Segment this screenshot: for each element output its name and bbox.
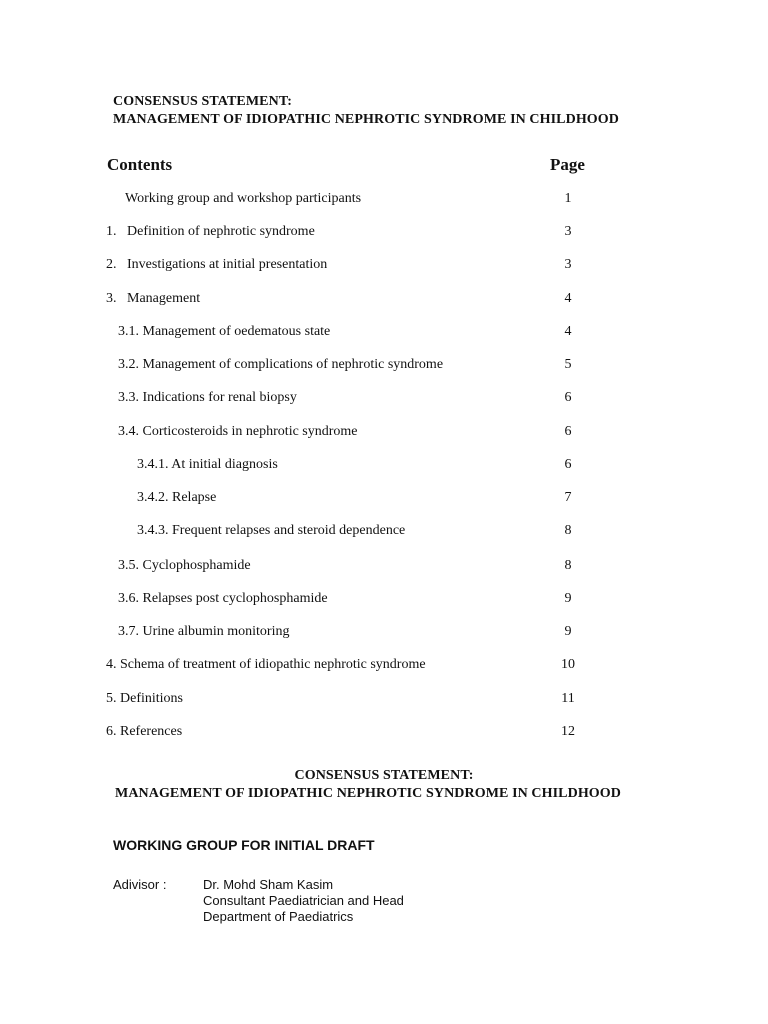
- toc-entry-label: 1. Definition of nephrotic syndrome: [106, 224, 315, 239]
- toc-entry-label: 3. Management: [106, 291, 201, 306]
- document-title: MANAGEMENT OF IDIOPATHIC NEPHROTIC SYNDROME IN CHILDHOOD: [113, 112, 619, 127]
- toc-entry-page: 8: [564, 558, 572, 573]
- toc-row: [0, 657, 768, 677]
- toc-row: [0, 390, 768, 410]
- toc-entry-page: 4: [564, 291, 572, 306]
- toc-entry-page: 3: [564, 224, 572, 239]
- toc-entry-page: 8: [564, 523, 572, 538]
- toc-entry-label: 3.4.3. Frequent relapses and steroid dependence: [137, 523, 406, 538]
- advisor-label: Adivisor :: [113, 877, 167, 892]
- toc-entry-page: 1: [564, 191, 572, 206]
- contents-heading: Contents: [107, 155, 173, 174]
- toc-row: [0, 591, 768, 611]
- toc-entry-page: 3: [564, 257, 572, 272]
- page-column-heading: Page: [550, 155, 585, 174]
- toc-entry-label: 3.5. Cyclophosphamide: [118, 558, 251, 573]
- toc-entry-page: 12: [561, 724, 575, 739]
- toc-row: [0, 291, 768, 311]
- toc-row: [0, 424, 768, 444]
- toc-row: [0, 357, 768, 377]
- toc-entry-label: 6. References: [106, 724, 183, 739]
- toc-entry-page: 6: [564, 424, 572, 439]
- toc-entry-label: 3.6. Relapses post cyclophosphamide: [118, 591, 328, 606]
- toc-entry-page: 4: [564, 324, 572, 339]
- toc-entry-label: 3.1. Management of oedematous state: [118, 324, 331, 339]
- toc-entry-page: 9: [564, 591, 572, 606]
- working-group-heading: WORKING GROUP FOR INITIAL DRAFT: [113, 837, 375, 853]
- toc-row: [0, 257, 768, 277]
- toc-row: [0, 457, 768, 477]
- advisor-department: Department of Paediatrics: [203, 909, 354, 924]
- toc-entry-label: 3.4.2. Relapse: [137, 490, 217, 505]
- toc-entry-page: 6: [564, 390, 572, 405]
- toc-entry-page: 6: [564, 457, 572, 472]
- toc-row: [0, 224, 768, 244]
- toc-entry-page: 5: [564, 357, 572, 372]
- toc-entry-label: 5. Definitions: [106, 691, 183, 706]
- toc-row: [0, 691, 768, 711]
- toc-row: [0, 191, 768, 211]
- toc-entry-page: 9: [564, 624, 572, 639]
- document-title-2: MANAGEMENT OF IDIOPATHIC NEPHROTIC SYNDROME IN CHILDHOOD: [115, 786, 621, 801]
- toc-entry-label: 3.7. Urine albumin monitoring: [118, 624, 290, 639]
- toc-entry-page: 11: [561, 691, 575, 706]
- toc-entry-label: 3.4. Corticosteroids in nephrotic syndrome: [118, 424, 358, 439]
- toc-entry-label: 2. Investigations at initial presentation: [106, 257, 328, 272]
- toc-row: [0, 490, 768, 510]
- toc-row: [0, 724, 768, 744]
- advisor-position: Consultant Paediatrician and Head: [203, 893, 404, 908]
- toc-row: [0, 624, 768, 644]
- advisor-name: Dr. Mohd Sham Kasim: [203, 877, 334, 892]
- toc-entry-page: 7: [564, 490, 572, 505]
- toc-row: [0, 523, 768, 543]
- toc-entry-label: Working group and workshop participants: [125, 191, 362, 206]
- toc-entry-label: 3.3. Indications for renal biopsy: [118, 390, 297, 405]
- consensus-statement-heading: CONSENSUS STATEMENT:: [113, 94, 292, 109]
- toc-row: [0, 324, 768, 344]
- toc-entry-label: 3.2. Management of complications of nephrotic syndrome: [118, 357, 444, 372]
- toc-row: [0, 558, 768, 578]
- toc-entry-page: 10: [561, 657, 575, 672]
- consensus-statement-heading-2: CONSENSUS STATEMENT:: [294, 768, 474, 783]
- toc-entry-label: 3.4.1. At initial diagnosis: [137, 457, 278, 472]
- toc-entry-label: 4. Schema of treatment of idiopathic nephrotic syndrome: [106, 657, 426, 672]
